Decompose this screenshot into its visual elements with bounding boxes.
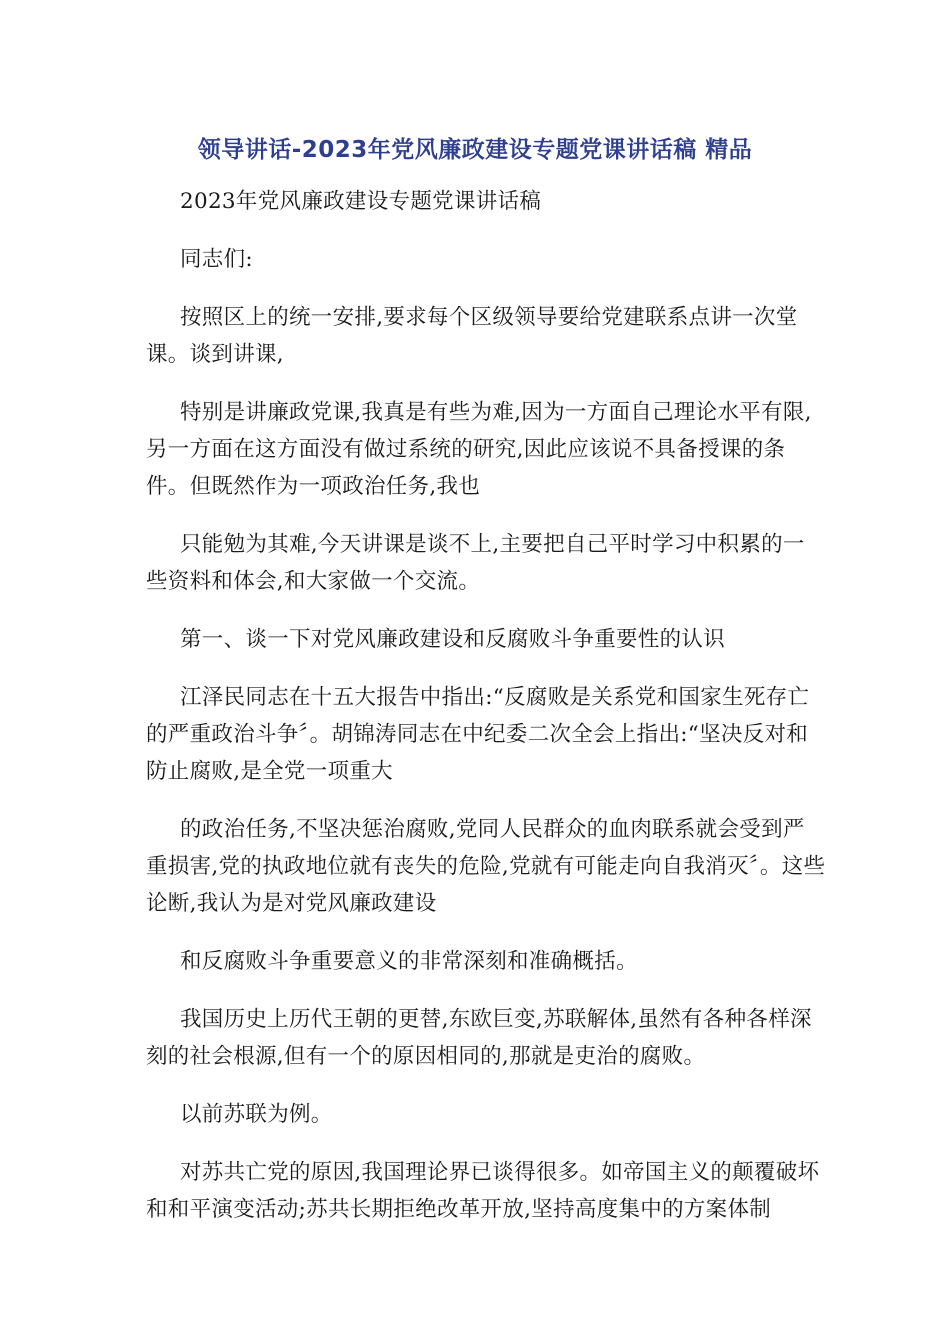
paragraph: 的政治任务,不坚决惩治腐败,党同人民群众的血肉联系就会受到严重损害,党的执政地位就有丧失的危险,党就有可能走向自我消灭〞。这些论断,我认为是对党风廉政建设 bbox=[146, 817, 826, 916]
section-heading: 第一、谈一下对党风廉政建设和反腐败斗争重要性的认识 bbox=[180, 627, 726, 652]
paragraph: 以前苏联为例。 bbox=[180, 1102, 333, 1127]
paragraph: 对苏共亡党的原因,我国理论界已谈得很多。如帝国主义的颠覆破坏和和平演变活动;苏共长期拒绝改革开放,坚持高度集中的方案体制 bbox=[146, 1160, 820, 1222]
paragraph-subtitle: 2023年党风廉政建设专题党课讲话稿 bbox=[180, 189, 542, 214]
paragraph: 特别是讲廉政党课,我真是有些为难,因为一方面自己理论水平有限,另一方面在这方面没有做过系统的研究,因此应该说不具备授课的条件。但既然作为一项政治任务,我也 bbox=[146, 400, 812, 499]
paragraph-greeting: 同志们: bbox=[180, 247, 253, 272]
paragraph: 江泽民同志在十五大报告中指出:“反腐败是关系党和国家生死存亡的严重政治斗争〞。胡锦涛同志在中纪委二次全会上指出:“坚决反对和防止腐败,是全党一项重大 bbox=[146, 685, 810, 784]
document-body bbox=[146, 183, 826, 1249]
paragraph: 只能勉为其难,今天讲课是谈不上,主要把自己平时学习中积累的一些资料和体会,和大家做一个交流。 bbox=[146, 532, 805, 594]
document-title: 领导讲话-2023年党风廉政建设专题党课讲话稿 精品 bbox=[197, 137, 753, 163]
paragraph: 我国历史上历代王朝的更替,东欧巨变,苏联解体,虽然有各种各样深刻的社会根源,但有一个的原因相同的,那就是吏治的腐败。 bbox=[146, 1007, 812, 1069]
paragraph: 按照区上的统一安排,要求每个区级领导要给党建联系点讲一次堂课。谈到讲课, bbox=[146, 305, 798, 367]
paragraph: 和反腐败斗争重要意义的非常深刻和准确概括。 bbox=[180, 949, 638, 974]
